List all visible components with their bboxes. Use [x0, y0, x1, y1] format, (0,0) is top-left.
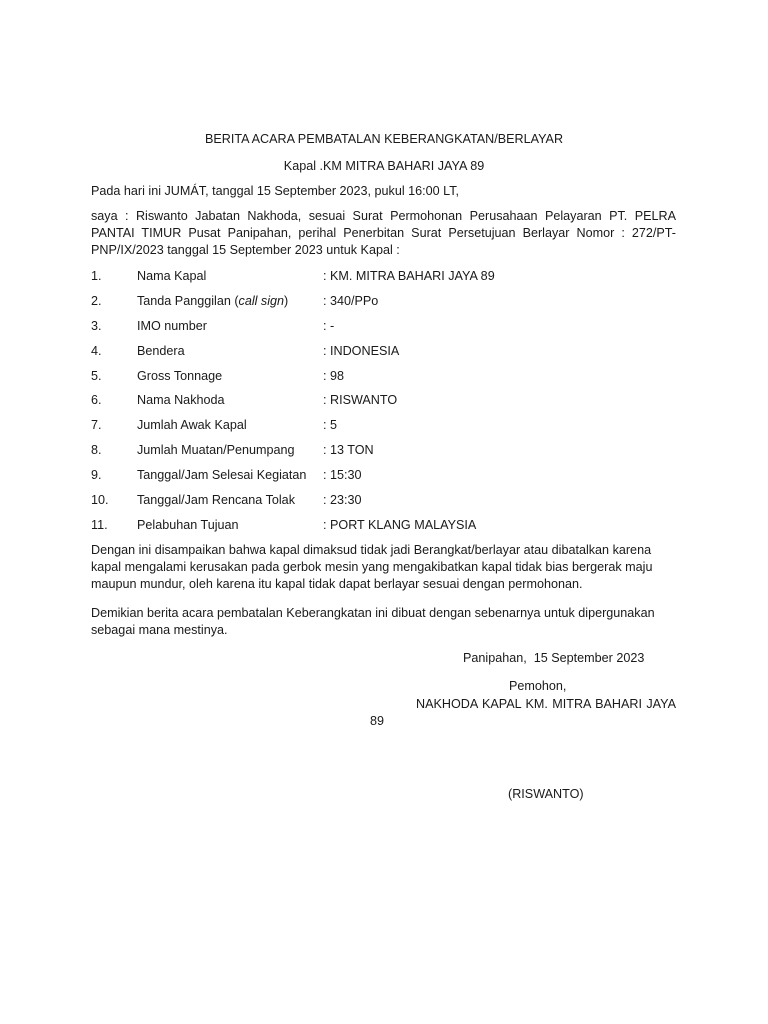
document-title: BERITA ACARA PEMBATALAN KEBERANGKATAN/BERLAYAR [204, 132, 564, 146]
item-value: : 15:30 [323, 468, 362, 483]
list-item [91, 318, 676, 343]
applicant-title-line1: NAKHODA KAPAL KM. MITRA BAHARI JAYA [416, 697, 676, 711]
item-label [137, 293, 288, 310]
item-label: Bendera [137, 343, 185, 358]
list-item [91, 492, 676, 517]
statement-paragraph: saya : Riswanto Jabatan Nakhoda, sesuai Surat Permohonan Perusahaan Pelayaran PT. PELRA PANTAI TIMUR Pusat Panipahan, perihal Penerbitan Surat Persetujuan Berlayar Nomor : 272/PT-PNP/IX/2023 tanggal 15 September 2023 untuk Kapal : [91, 209, 676, 257]
list-item [91, 343, 676, 368]
item-label: Jumlah Muatan/Penumpang [137, 443, 295, 458]
item-label: Tanggal/Jam Rencana Tolak [137, 493, 295, 508]
item-number: 2. [91, 293, 102, 308]
list-item [91, 293, 676, 318]
item-value: : 5 [323, 418, 338, 433]
item-value: : RISWANTO [323, 393, 398, 408]
vessel-details-list [91, 268, 676, 542]
item-number: 5. [91, 368, 102, 383]
item-label: Pelabuhan Tujuan [137, 517, 239, 532]
document-subtitle: Kapal .KM MITRA BAHARI JAYA 89 [283, 159, 485, 173]
applicant-label: Pemohon, [509, 679, 567, 693]
item-value: : 13 TON [323, 443, 374, 458]
list-item [91, 392, 676, 417]
list-item [91, 417, 676, 442]
item-number: 4. [91, 343, 102, 358]
item-label-pre: Tanda Panggilan ( [137, 293, 239, 308]
item-label: IMO number [137, 318, 207, 333]
item-number: 11. [91, 517, 108, 532]
item-number: 6. [91, 393, 102, 408]
list-item [91, 268, 676, 293]
item-value: : PORT KLANG MALAYSIA [323, 517, 477, 532]
closing-paragraph: Demikian berita acara pembatalan Keberangkatan ini dibuat dengan sebenarnya untuk dipergunakan sebagai mana mestinya. [91, 606, 655, 637]
item-label: Gross Tonnage [137, 368, 223, 383]
item-number: 7. [91, 418, 102, 433]
item-value: : 98 [323, 368, 345, 383]
item-label: Nama Kapal [137, 269, 207, 283]
item-label: Jumlah Awak Kapal [137, 418, 247, 433]
item-label: Tanggal/Jam Selesai Kegiatan [137, 468, 307, 483]
item-value: : KM. MITRA BAHARI JAYA 89 [323, 269, 495, 283]
item-number: 8. [91, 443, 102, 458]
item-value: : - [323, 318, 335, 333]
list-item [91, 368, 676, 393]
item-number: 10. [91, 493, 109, 508]
item-number: 1. [91, 269, 102, 283]
item-label-italic: call sign [238, 293, 285, 308]
item-value: : INDONESIA [323, 343, 400, 358]
item-value: : 23:30 [323, 493, 362, 508]
applicant-title-line2: 89 [370, 714, 385, 728]
item-number: 3. [91, 318, 102, 333]
list-item [91, 517, 676, 542]
item-label: Nama Nakhoda [137, 393, 225, 408]
cancellation-paragraph: Dengan ini disampaikan bahwa kapal dimaksud tidak jadi Berangkat/berlayar atau dibatalkan karena kapal mengalami kerusakan pada gerbok mesin yang mengakibatkan kapal tidak bias bergerak maju maupun mundur, oleh karena itu kapal tidak dapat berlayar sesuai dengan permohonan. [91, 543, 653, 591]
item-number: 9. [91, 468, 102, 483]
item-label-post: ) [284, 293, 289, 308]
item-value: : 340/PPo [323, 293, 379, 308]
intro-paragraph: Pada hari ini JUMÁT, tanggal 15 September 2023, pukul 16:00 LT, [91, 184, 460, 198]
list-item [91, 467, 676, 492]
place-date: Panipahan, 15 September 2023 [463, 651, 645, 665]
signer-name: (RISWANTO) [508, 787, 584, 801]
list-item [91, 442, 676, 467]
